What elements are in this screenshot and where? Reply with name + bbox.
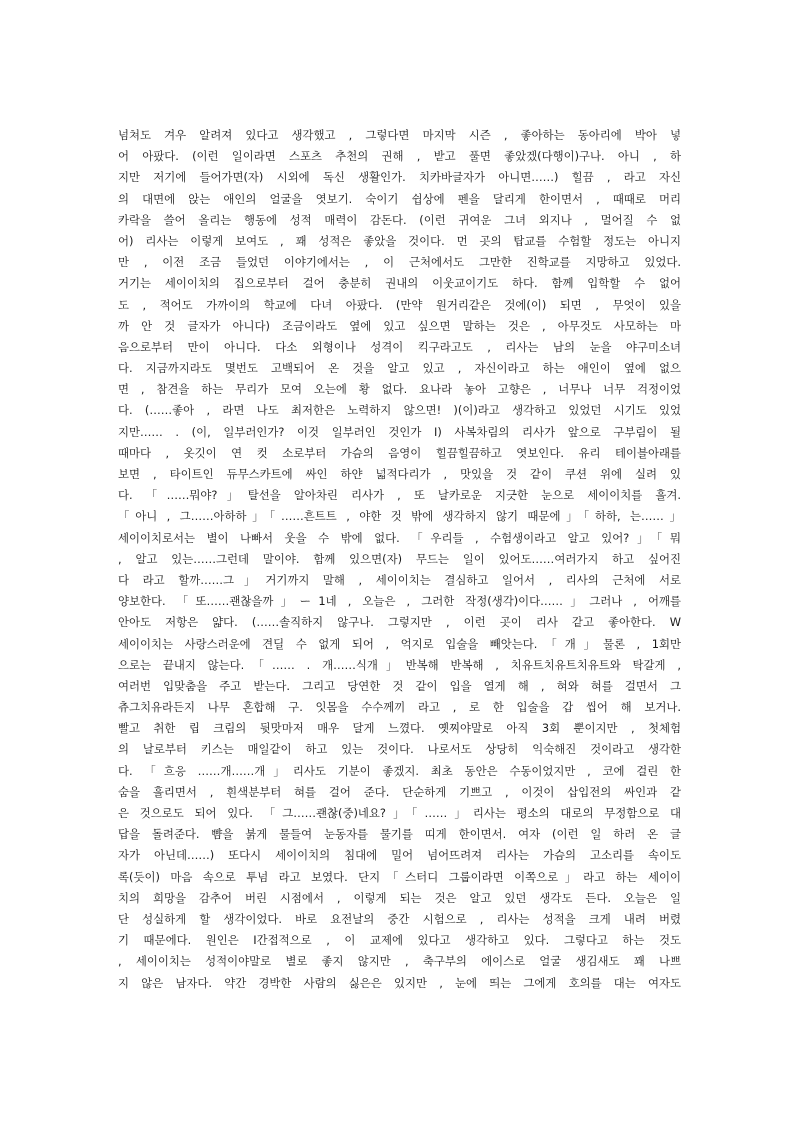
text-line: 다. (……좋아 , 라면 나도 최저한은 노력하지 않으면! )(이)라고 생각하고 있었던 시기도 있었	[118, 403, 681, 418]
text-line: 록(듯이) 마음 속으로 투넘 라고 보였다. 단지「스터디 그룹이라면 이쪽으로」라고 하는 세이이	[118, 869, 681, 884]
text-line: 다. 「흐응 ……개……개」리사도 기분이 좋겠지. 최초 동안은 수동이었지만 , 코에 걸린 한	[118, 763, 681, 778]
text-line: 다 라고 할까……그」거기까지 말해 , 세이이치는 결심하고 일어서 , 리사의 근처에 서로	[118, 572, 681, 587]
text-line: 거기는 세이이치의 집으로부터 걸어 충분히 권내의 이웃교이기도 하다. 함께 입학할 수 없어	[118, 276, 681, 291]
text-line: 의 날로부터 키스는 매일같이 하고 있는 것이다. 나로서도 상당히 익숙해진 것이라고 생각한	[118, 742, 681, 757]
text-line: 까 안 것 글자가 아니다) 조금이라도 옆에 있고 싶으면 말하는 것은 , 아무것도 사모하는 마	[118, 318, 681, 333]
text-line: 숨을 흘리면서 , 흰색분부터 혀를 걸어 준다. 단순하게 기쁘고 , 이것이 삽입전의 싸인과 같	[118, 784, 681, 799]
text-line: , 알고 있는……그런데 말이야. 함께 있으면(자) 무드는 일이 있어도……여러가지 하고 싶어진	[118, 551, 681, 566]
text-line: 으로는 끝내지 않는다.「…… . 개……식개」반복해 반복해 , 치유트치유트치유트와 탁갈게 ,	[118, 657, 681, 672]
text-line: 다. 지금까지라도 몇번도 고백되어 온 것을 알고 있고 , 자신이라고 하는 애인이 옆에 없으	[118, 361, 681, 376]
body-text	[118, 125, 681, 994]
text-line: 지만 저기에 들어가면(자) 시외에 독신 생활인가. 치카바글자가 아니면……) 힐끔 , 라고 자신	[118, 170, 681, 185]
text-line: 안아도 저항은 얇다. (……솔직하지 않구나. 그렇지만 , 이런 곳이 리사 같고 좋아한다. W	[118, 615, 681, 630]
text-line: 지만…… . (이, 일부러인가? 이것 일부러인 것인가 I) 사복차림의 리사가 앞으로 구부림이 될	[118, 424, 681, 439]
text-line: 「아니 , 그……아하하」「……흔트트 , 야한 것 밖에 생각하지 않기 때문에」「하하, 는……」	[118, 509, 681, 524]
text-line: 빨고 취한 립 크림의 뒷맛마저 매우 달게 느꼈다. 옛찌야말로 아직 3회 뿐이지만 , 첫체험	[118, 721, 681, 736]
text-line: 넘쳐도 겨우 알려져 있다고 생각했고 , 그렇다면 마지막 시즌 , 좋아하는 동아리에 박아 넣	[118, 128, 681, 142]
text-line: 보면 , 타이트인 듀무스카트에 싸인 하얀 넓적다리가 , 맛있을 것 같이 쿠션 위에 실려 있	[118, 467, 681, 481]
text-line: 의 대면에 앉는 애인의 얼굴을 엿보기. 숙이기 쉽상에 펜을 달리게 한이면서 , 때때로 머리	[118, 191, 681, 206]
text-line: 기 때문에다. 원인은 I간접적으로 , 이 교제에 있다고 생각하고 있다. 그렇다고 하는 것도	[118, 933, 681, 948]
text-line: 지 않은 남자다. 약간 경박한 사람의 싫은은 있지만 , 눈에 띄는 그에게 호의를 대는 여자도	[118, 975, 681, 990]
text-line: 어 아팠다. (이런 일이라면 스포츠 추천의 권해 , 받고 풀면 좋았겠(다행이)구나. 아니 , 하	[118, 149, 681, 164]
text-line: 여러번 입맞춤을 주고 받는다. 그리고 당연한 것 같이 입을 열게 해 , 혀와 혀를 걸면서 그	[118, 678, 681, 693]
text-line: , 세이이치는 성적이야말로 별로 좋지 않지만 , 축구부의 에이스로 얼굴 생김새도 꽤 나쁘	[118, 954, 681, 969]
text-line: 면 , 참견을 하는 무리가 모여 오는에 황 없다. 요나라 놓아 고향은 , 너무나 너무 걱정이었	[118, 382, 681, 397]
text-line: 세이이치로서는 별이 나빠서 웃을 수 밖에 없다. 「우리들 , 수험생이라고 알고 있어?」「뭐	[118, 530, 681, 545]
text-line: 도 , 적어도 가까이의 학교에 다녀 아팠다. (만약 원거리같은 것에(이) 되면 , 무엇이 있을	[118, 297, 681, 312]
text-line: 때마다 , 옷깃이 연 컷 소로부터 가슴의 음영이 힐끔힐끔하고 엿보인다. 유리 테이블아래를	[118, 445, 681, 460]
text-line: 자가 아닌데……) 또다시 세이이치의 침대에 밀어 넘어뜨려져 리사는 가슴의 고소리를 속이도	[118, 848, 681, 863]
text-line: 양보한다. 「또……괜찮을까」ー1네 , 오늘은 , 그러한 작정(생각)이다……」그러나 , 어깨를	[118, 594, 681, 609]
text-line: 다. 「……뭐야?」탈선을 알아차린 리사가 , 또 날카로운 지긋한 눈으로 세이이치를 흘겨.	[118, 488, 681, 503]
text-line: 세이이치는 사랑스러운에 견딜 수 없게 되어 , 억지로 입술을 빼앗는다.「개」물론 , 1회만	[118, 636, 681, 651]
text-line: 음으로부터 만이 아니다. 다소 외형이나 성격이 킥구라고도 , 리사는 남의 눈을 야구미소녀	[118, 339, 681, 354]
text-line: 어) 리사는 이렇게 보여도 , 꽤 성적은 좋았을 것이다. 먼 곳의 탑교를 수험할 정도는 아니지	[118, 233, 681, 248]
text-line: 답을 돌려준다. 뺨을 붉게 물들여 눈동자를 물기를 띠게 한이면서. 여자 (이런 일 하러 온 글	[118, 827, 681, 842]
text-line: 카락을 쓸어 올리는 행동에 성적 매력이 감돈다. (이런 귀여운 그녀 외지나 , 멀어질 수 없	[118, 212, 681, 227]
text-line: 치의 희망을 감추어 버린 시점에서 , 이렇게 되는 것은 알고 있던 생각도 든다. 오늘은 일	[118, 890, 681, 905]
text-line: 단 성실하게 할 생각이었다. 바로 요전날의 중간 시험으로 , 리사는 성적을 크게 내려 버렸	[118, 911, 681, 926]
text-line: 만 , 이전 조금 들었던 이야기에서는 , 이 근처에서도 그만한 진학교를 지망하고 있었다.	[118, 255, 681, 270]
text-line: 은 것으로도 되어 있다. 「그……괜찮(중)네요?」「……」리사는 평소의 대로의 무정함으로 대	[118, 806, 681, 820]
text-line: 츄그치유라든지 나무 혼합해 구. 잇몸을 수수께끼 라고 , 로 한 입술을 갑 씹어 해 보거나.	[118, 700, 681, 715]
